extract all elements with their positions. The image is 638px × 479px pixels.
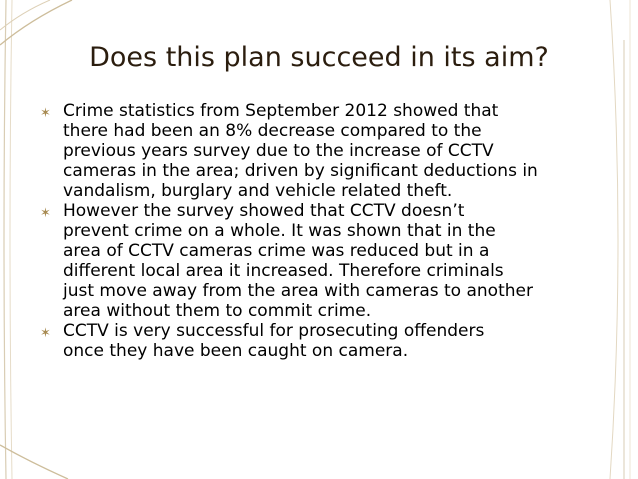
bullet-item [40,101,610,201]
bullet-text-line: there had been an 8% decrease compared to the [63,121,482,141]
star-bullet-icon: ✶ [40,106,51,121]
bullet-item [40,321,610,361]
bullet-text-line: previous years survey due to the increase of CCTV [63,141,494,161]
bullet-list [40,101,610,361]
bullet-text-line: different local area it increased. Therefore criminals [63,261,504,281]
bullet-text-line: vandalism, burglary and vehicle related theft. [63,181,453,201]
bullet-text-line: However the survey showed that CCTV doesn’t [63,201,465,221]
bullet-text-line: area without them to commit crime. [63,301,372,321]
bullet-text-line: Crime statistics from September 2012 showed that [63,101,499,121]
star-bullet-icon: ✶ [40,326,51,341]
bullet-item [40,201,610,321]
bullet-text-line: CCTV is very successful for prosecuting offenders [63,321,485,341]
bullet-text-line: cameras in the area; driven by significant deductions in [63,161,538,181]
star-bullet-icon: ✶ [40,206,51,221]
slide-title: Does this plan succeed in its aim? [89,42,549,73]
bullet-text-line: just move away from the area with cameras to another [63,281,533,301]
bullet-text-line: once they have been caught on camera. [63,341,409,361]
bullet-text-line: prevent crime on a whole. It was shown that in the [63,221,496,241]
bullet-text-line: area of CCTV cameras crime was reduced but in a [63,241,490,261]
